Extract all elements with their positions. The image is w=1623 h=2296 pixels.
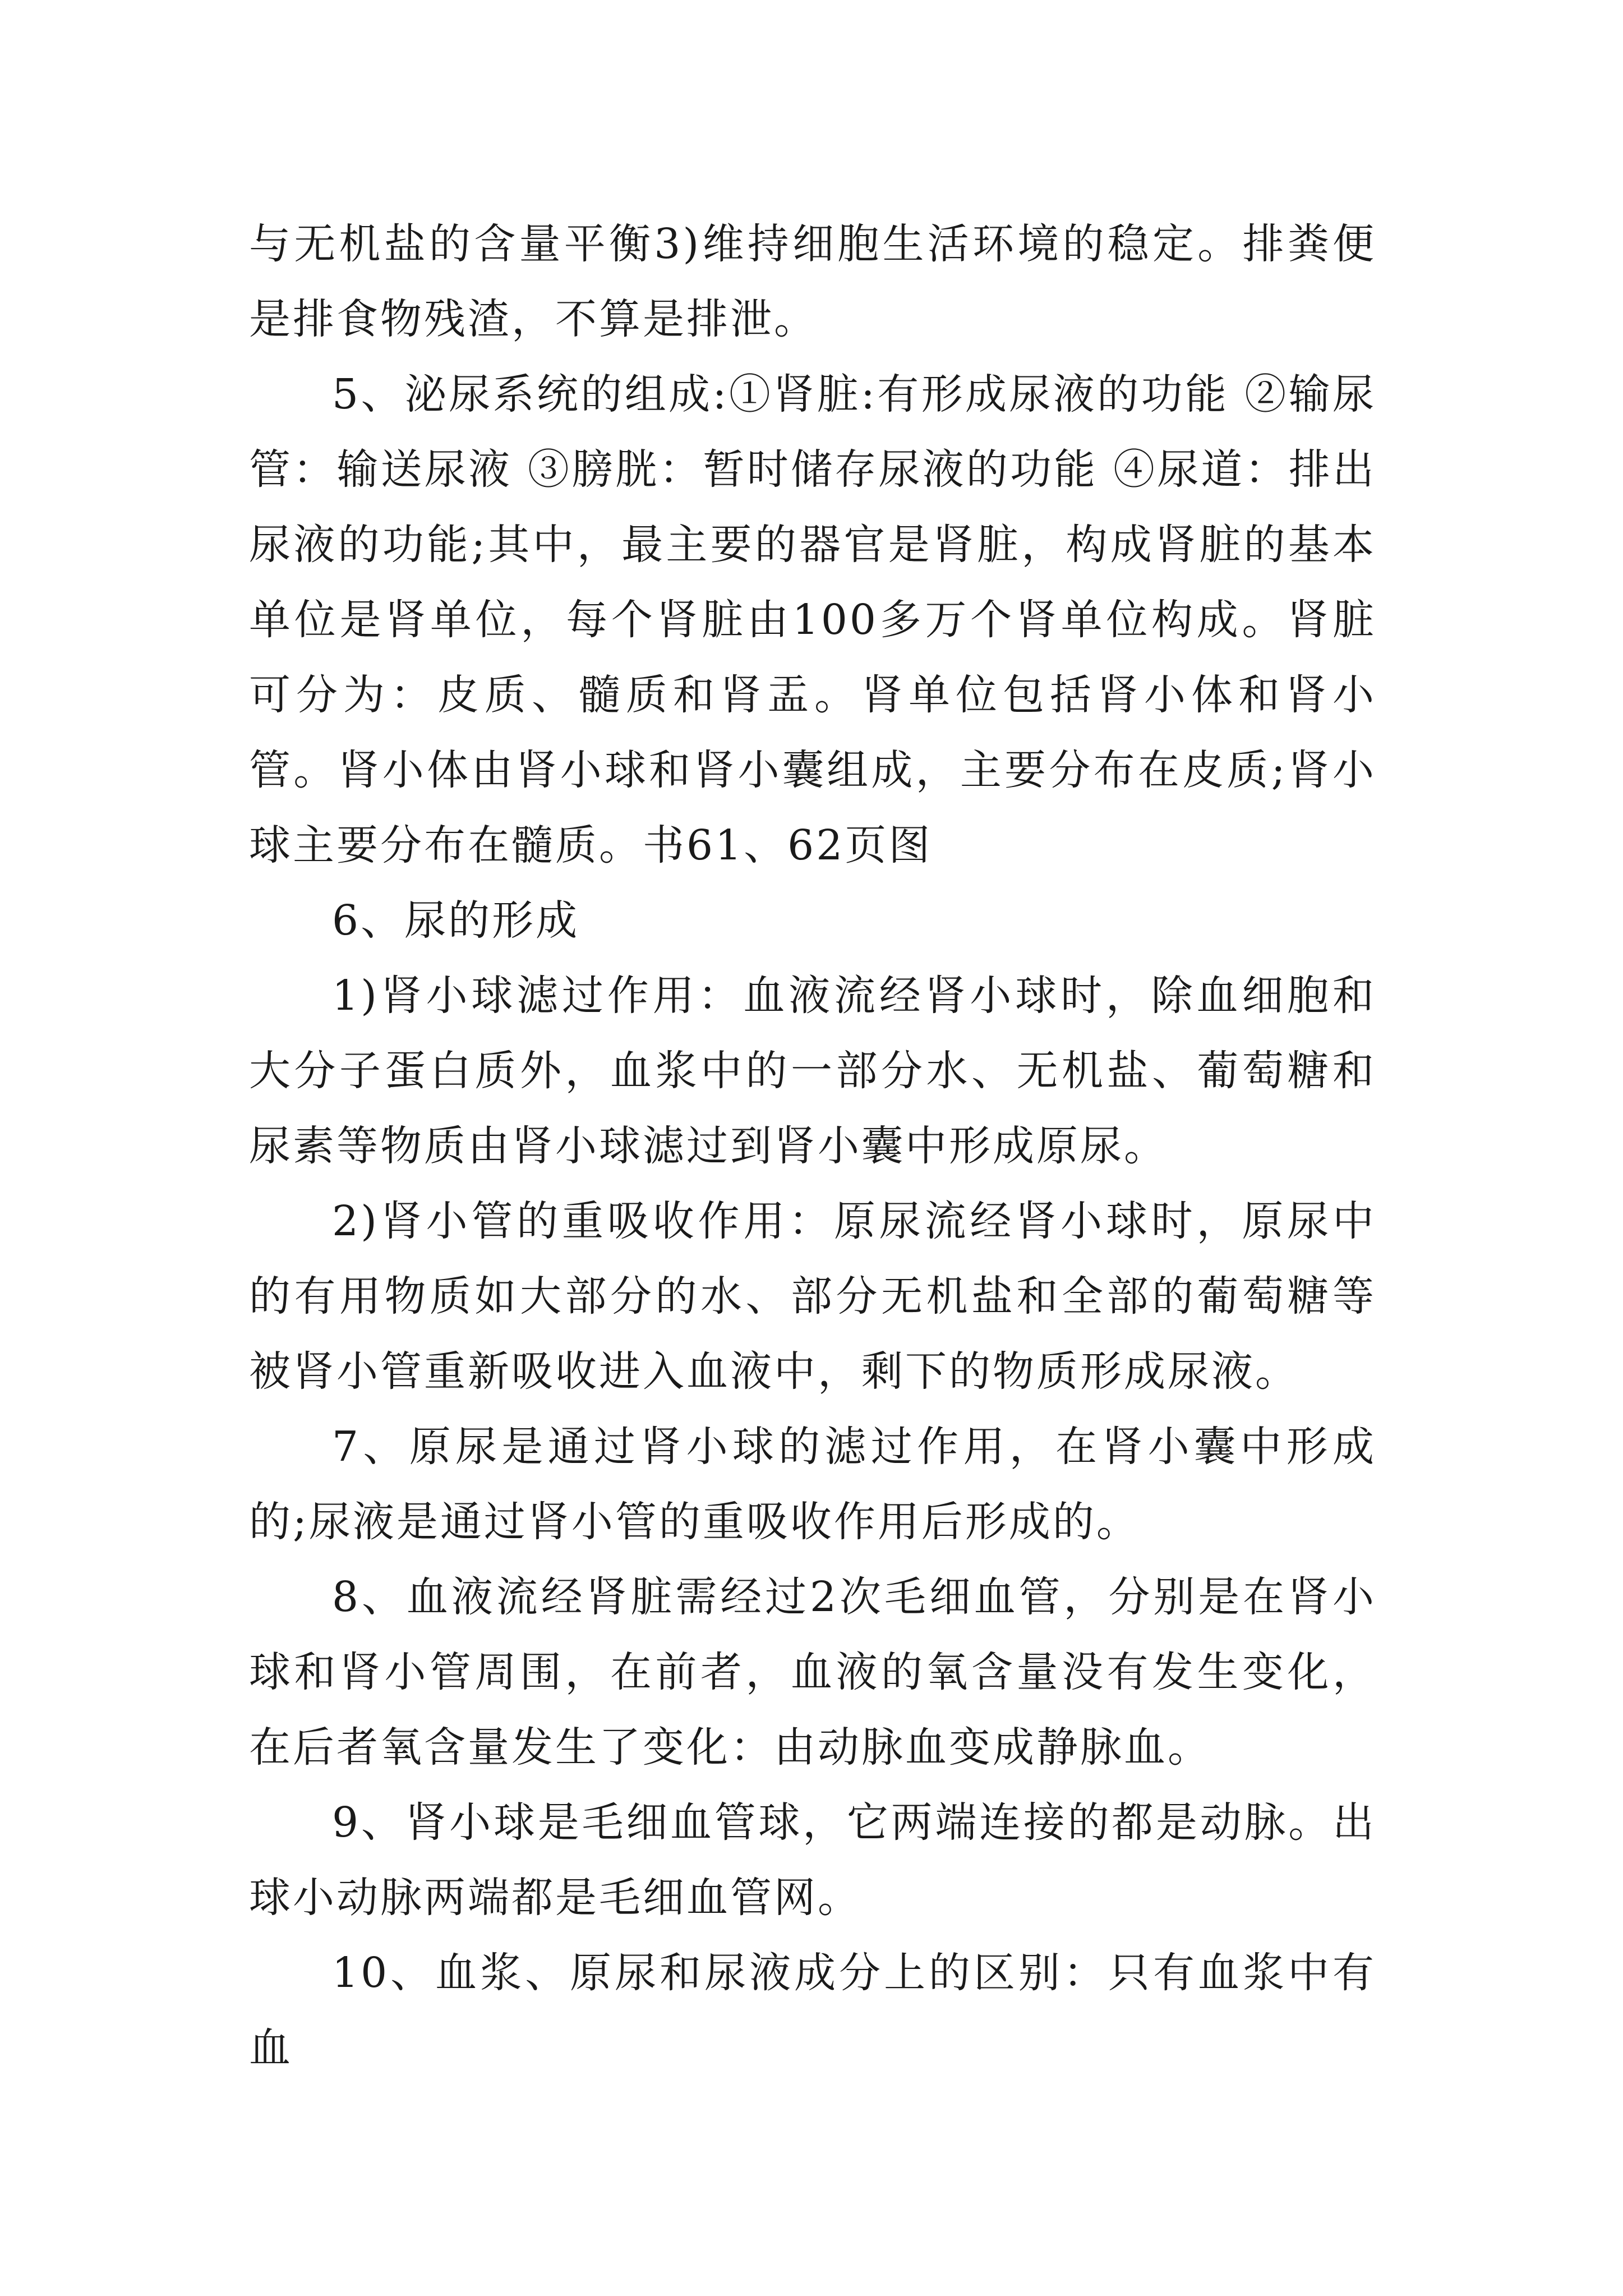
- paragraph-urine-formation-heading: 6、尿的形成: [332, 896, 580, 945]
- paragraph-composition-difference: 10、血浆、原尿和尿液成分上的区别：只有血浆中有血: [249, 1949, 1376, 2072]
- paragraph-capillaries: 8、血液流经肾脏需经过2次毛细血管，分别是在肾小球和肾小管周围，在前者，血液的氧含量没有发生变化，在后者氧含量发生了变化：由动脉血变成静脉血。: [249, 1573, 1376, 1772]
- paragraph-primary-urine: 7、原尿是通过肾小球的滤过作用，在肾小囊中形成的;尿液是通过肾小管的重吸收作用后形成的。: [249, 1423, 1376, 1546]
- paragraph-excretion-note: 与无机盐的含量平衡3)维持细胞生活环境的稳定。排粪便是排食物残渣，不算是排泄。: [249, 220, 1376, 343]
- paragraph-glomerulus: 9、肾小球是毛细血管球，它两端连接的都是动脉。出球小动脉两端都是毛细血管网。: [249, 1798, 1376, 1922]
- paragraph-urinary-system: 5、泌尿系统的组成:①肾脏:有形成尿液的功能 ②输尿管：输送尿液 ③膀胱：暂时储存尿液的功能 ④尿道：排出尿液的功能;其中，最主要的器官是肾脏，构成肾脏的基本单位是肾单位，每个肾脏由100多万个肾单位构成。肾脏可分为：皮质、髓质和肾盂。肾单位包括肾小体和肾小管。肾小体由肾小球和肾小囊组成，主要分布在皮质;肾小球主要分布在髓质。书61、62页图: [249, 370, 1376, 869]
- paragraph-tubular-reabsorption: 2)肾小管的重吸收作用：原尿流经肾小球时，原尿中的有用物质如大部分的水、部分无机盐和全部的葡萄糖等被肾小管重新吸收进入血液中，剩下的物质形成尿液。: [249, 1197, 1376, 1396]
- document-body: [249, 206, 1376, 2086]
- paragraph-glomerular-filtration: 1)肾小球滤过作用：血液流经肾小球时，除血细胞和大分子蛋白质外，血浆中的一部分水、无机盐、葡萄糖和尿素等物质由肾小球滤过到肾小囊中形成原尿。: [249, 972, 1376, 1170]
